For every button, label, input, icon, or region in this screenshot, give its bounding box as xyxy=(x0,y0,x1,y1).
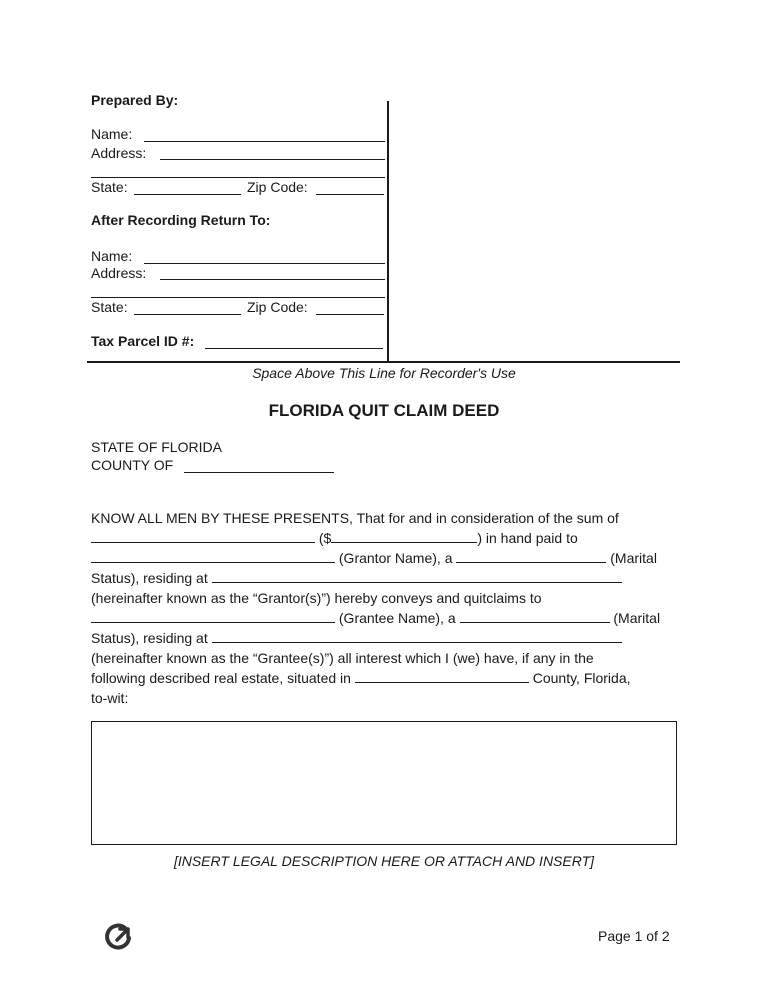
return-address-field[interactable] xyxy=(160,279,385,280)
body-line-9 xyxy=(91,668,631,688)
prepared-state-field[interactable] xyxy=(134,194,241,195)
legal-description-box[interactable] xyxy=(91,721,677,845)
return-address-label: Address: xyxy=(91,265,147,281)
prepared-name-label: Name: xyxy=(91,126,133,142)
return-zip-field[interactable] xyxy=(316,314,384,315)
amount-field[interactable] xyxy=(331,530,477,543)
return-address-field-2[interactable] xyxy=(91,297,385,298)
body-line-1: KNOW ALL MEN BY THESE PRESENTS, That for and in consideration of the sum of xyxy=(91,510,619,526)
recorder-note: Space Above This Line for Recorder's Use xyxy=(252,365,516,381)
county-field[interactable] xyxy=(184,472,334,473)
page-number: Page 1 of 2 xyxy=(598,928,670,944)
body-line-3 xyxy=(91,548,657,568)
grantor-address-field[interactable] xyxy=(212,570,622,583)
body-line-8: (hereinafter known as the “Grantee(s)”) all interest which I (we) have, if any in the xyxy=(91,650,594,666)
prepared-by-heading: Prepared By: xyxy=(91,92,179,108)
prepared-address-field[interactable] xyxy=(160,159,385,160)
grantee-address-field[interactable] xyxy=(212,630,622,643)
prepared-zip-field[interactable] xyxy=(316,194,384,195)
grantor-residing-label: Status), residing at xyxy=(91,570,208,586)
state-line: STATE OF FLORIDA xyxy=(91,439,222,455)
marital-label-1: (Marital xyxy=(610,550,657,566)
body-line-10: to-wit: xyxy=(91,690,129,706)
prepared-name-field[interactable] xyxy=(144,141,385,142)
grantor-label: (Grantor Name), a xyxy=(338,550,453,566)
body-line-6 xyxy=(91,608,660,628)
dollar-label: ($ xyxy=(318,530,332,546)
county-label: COUNTY OF xyxy=(91,457,174,473)
grantee-residing-label: Status), residing at xyxy=(91,630,208,646)
grantor-name-field[interactable] xyxy=(91,550,335,563)
prepared-state-label: State: xyxy=(91,179,128,195)
prepared-address-field-2[interactable] xyxy=(91,177,385,178)
tax-parcel-label: Tax Parcel ID #: xyxy=(91,333,195,349)
legal-description-note: [INSERT LEGAL DESCRIPTION HERE OR ATTACH AND INSERT] xyxy=(173,853,595,869)
grantee-name-field[interactable] xyxy=(91,610,335,623)
county-florida-label: County, Florida, xyxy=(532,670,631,686)
body-line-7 xyxy=(91,628,622,648)
body-line-2 xyxy=(91,528,578,548)
body-line-4 xyxy=(91,568,622,588)
consideration-field[interactable] xyxy=(91,530,315,543)
recorder-divider-horizontal xyxy=(87,361,680,363)
return-state-label: State: xyxy=(91,299,128,315)
return-name-label: Name: xyxy=(91,248,133,264)
body-line-5: (hereinafter known as the “Grantor(s)”) hereby conveys and quitclaims to xyxy=(91,590,542,606)
prepared-address-label: Address: xyxy=(91,145,147,161)
return-name-field[interactable] xyxy=(144,263,385,264)
return-zip-label: Zip Code: xyxy=(247,299,308,315)
paid-label: ) in hand paid to xyxy=(477,530,578,546)
page-title: FLORIDA QUIT CLAIM DEED xyxy=(268,401,500,420)
marital-label-2: (Marital xyxy=(613,610,661,626)
situated-county-field[interactable] xyxy=(355,670,529,683)
prepared-zip-label: Zip Code: xyxy=(247,179,308,195)
arrow-circle-logo-icon xyxy=(105,922,133,952)
situated-label: following described real estate, situated in xyxy=(91,670,351,686)
grantee-label: (Grantee Name), a xyxy=(338,610,456,626)
grantee-marital-field[interactable] xyxy=(460,610,610,623)
grantor-marital-field[interactable] xyxy=(456,550,606,563)
after-recording-heading: After Recording Return To: xyxy=(91,212,271,228)
recorder-divider-vertical xyxy=(387,101,389,361)
tax-parcel-field[interactable] xyxy=(205,348,383,349)
return-state-field[interactable] xyxy=(134,314,241,315)
